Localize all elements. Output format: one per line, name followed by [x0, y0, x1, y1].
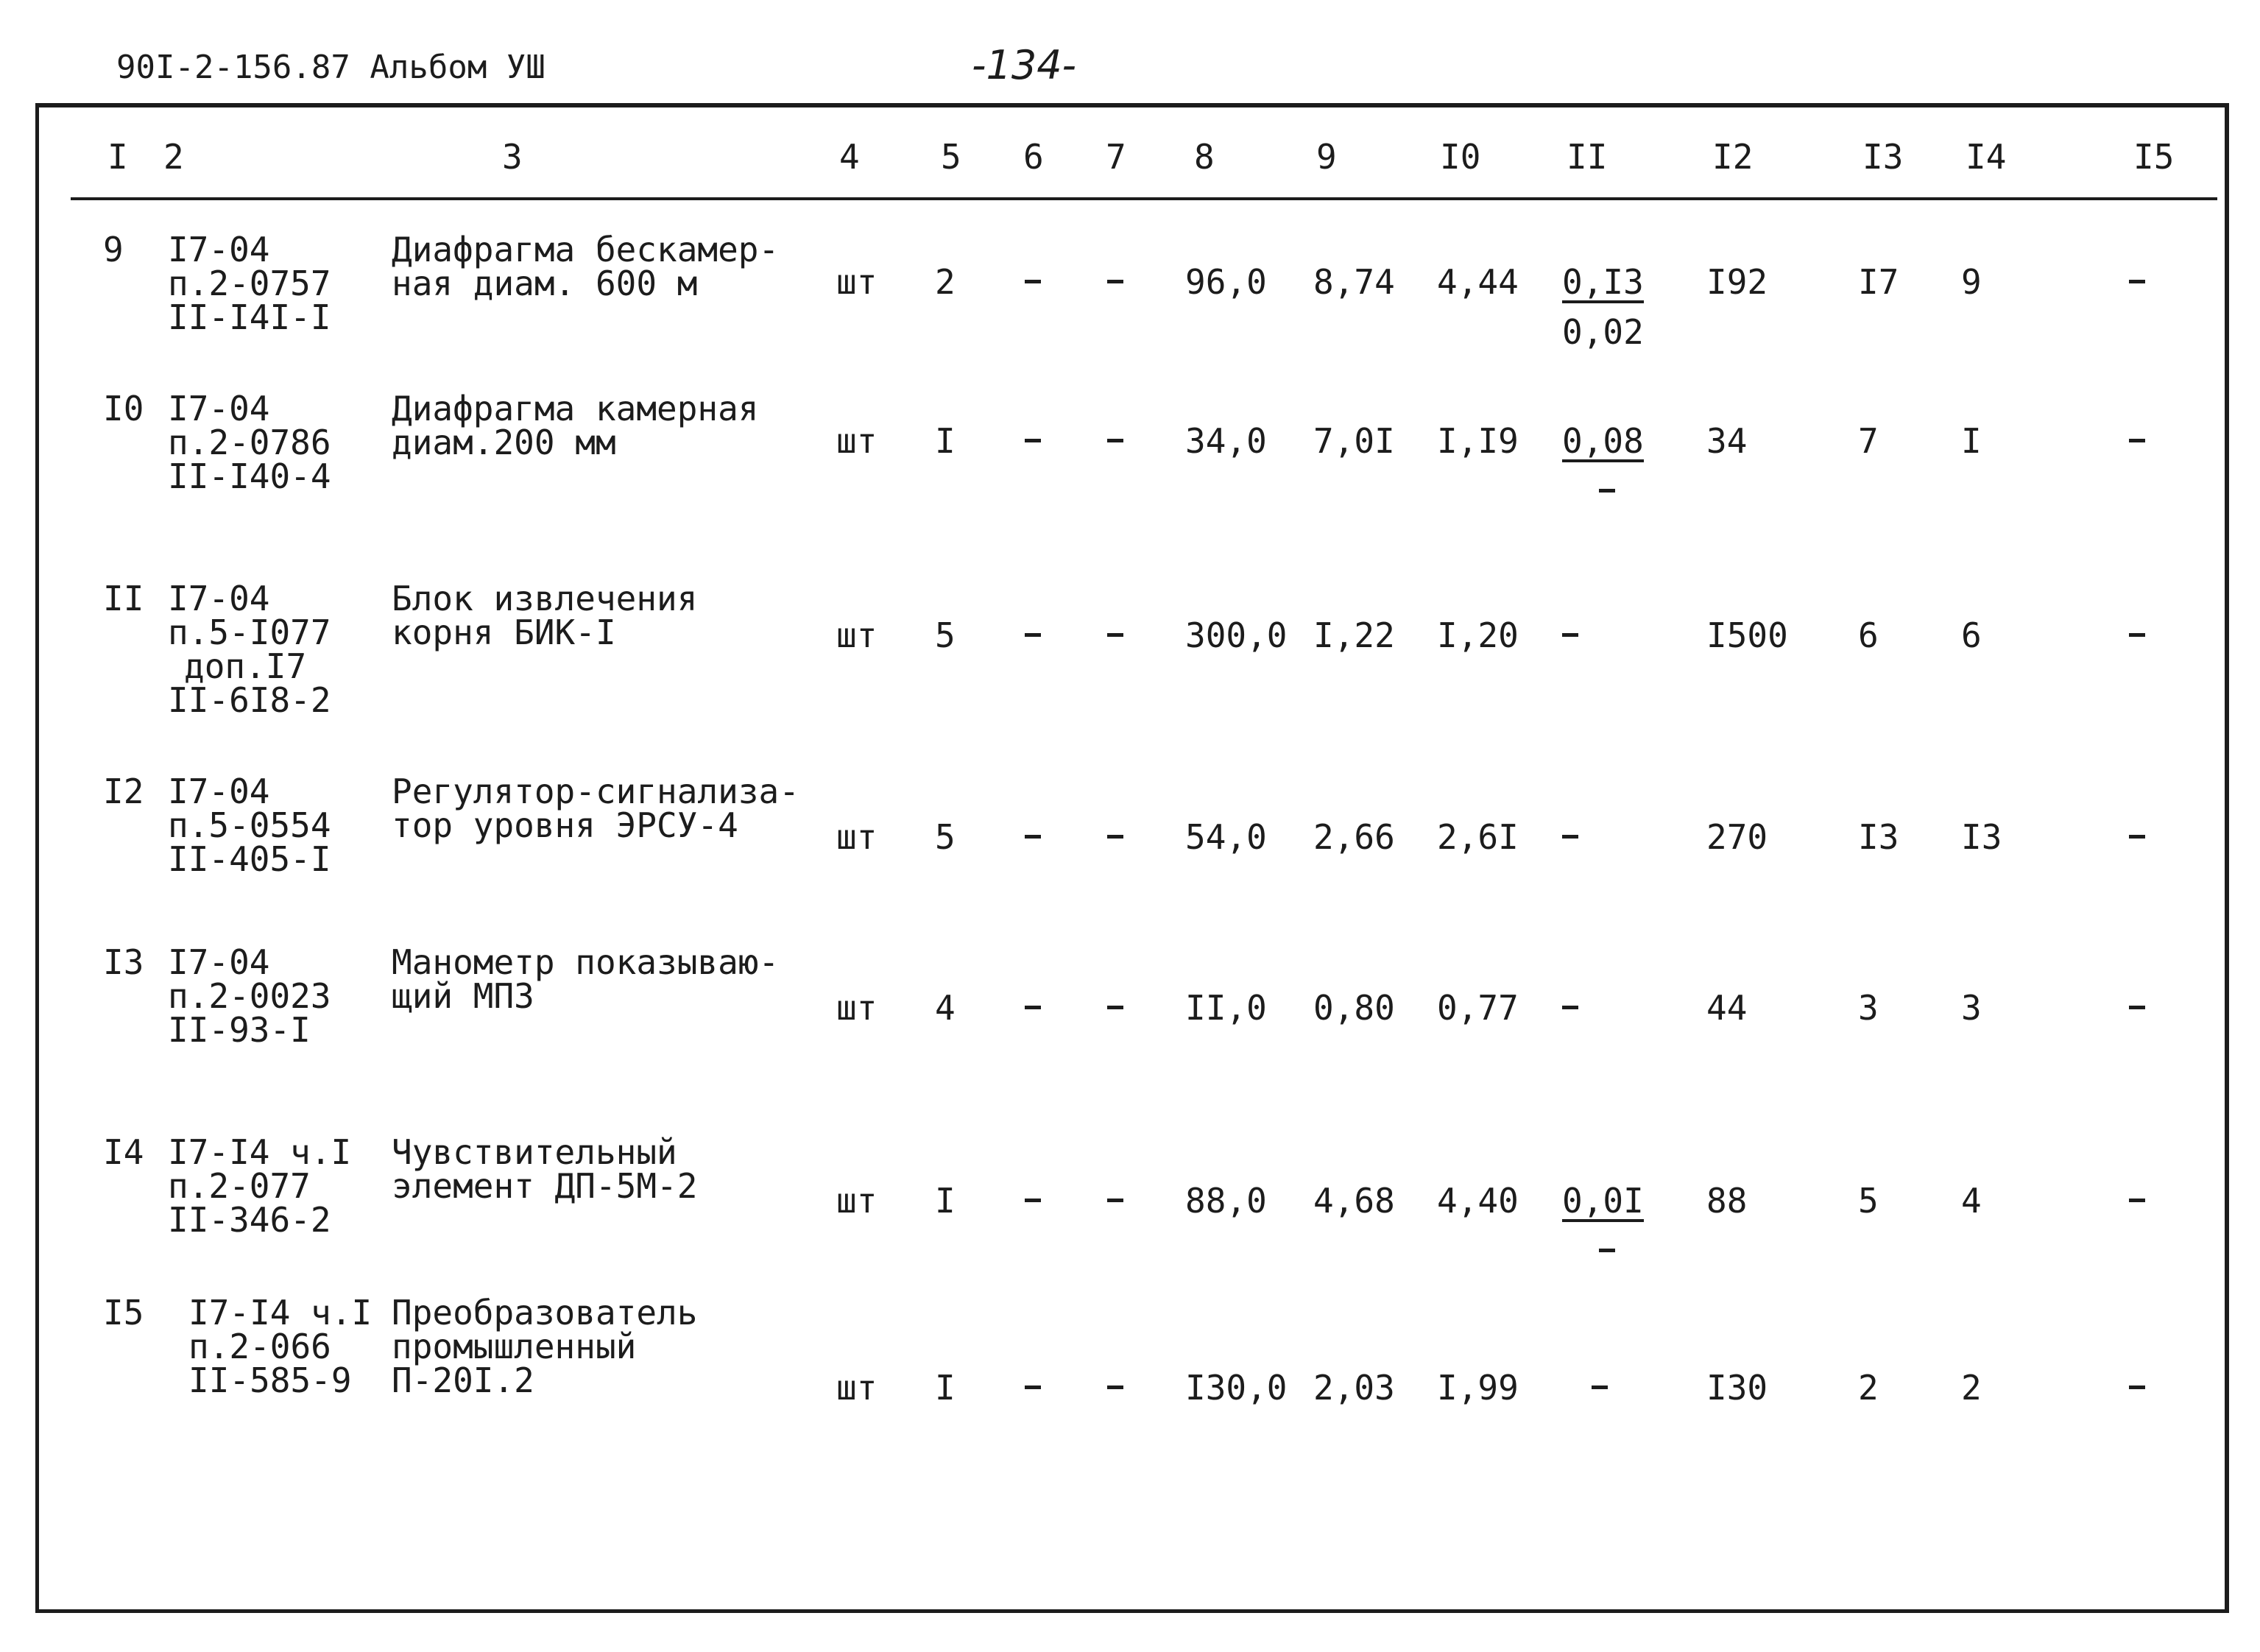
column-header-4: 4 — [839, 137, 860, 177]
col-15-cell-dash — [2129, 1199, 2145, 1202]
col-8-cell: 54,0 — [1185, 817, 1267, 857]
column-header-15: I5 — [2133, 137, 2175, 177]
item-name-line: Манометр показываю- — [392, 942, 780, 982]
col-12-cell: 88 — [1706, 1181, 1748, 1221]
item-name-line: ная диам. 600 м — [392, 264, 698, 303]
col-11-bottom-cell-dash — [1599, 489, 1615, 493]
quantity-cell: I — [935, 1181, 956, 1221]
col-11-bottom-cell-dash — [1599, 1249, 1615, 1252]
col-11-cell-dash — [1562, 835, 1578, 839]
col-6-cell-dash — [1025, 1386, 1041, 1389]
item-name-line: корня БИК-I — [392, 613, 616, 652]
col-6-cell-dash — [1025, 1199, 1041, 1202]
item-name-line: тор уровня ЭРСУ-4 — [392, 805, 738, 845]
col-14-cell: I3 — [1961, 817, 2002, 857]
normative-code-line: II-I40-4 — [168, 456, 331, 496]
col-8-cell: 96,0 — [1185, 262, 1267, 302]
unit-cell: шт — [836, 421, 877, 461]
quantity-cell: I — [935, 421, 956, 461]
col-13-cell: 3 — [1858, 988, 1879, 1028]
normative-code-line: п.2-066 — [188, 1327, 331, 1366]
col-14-cell: 9 — [1961, 262, 1982, 302]
item-name-line: Преобразователь — [392, 1293, 698, 1332]
quantity-cell: 4 — [935, 988, 956, 1028]
unit-cell: шт — [836, 262, 877, 302]
col-14-cell: 3 — [1961, 988, 1982, 1028]
row-number: II — [103, 579, 144, 618]
column-header-9: 9 — [1316, 137, 1337, 177]
normative-code-line: I7-04 — [168, 389, 270, 428]
col-11-top-cell: 0,08 — [1562, 421, 1644, 461]
normative-code-line: II-405-I — [168, 839, 331, 879]
col-10-cell: I,I9 — [1437, 421, 1519, 461]
column-header-11: II — [1567, 137, 1608, 177]
item-name-line: Диафрагма камерная — [392, 389, 759, 428]
normative-code-line: I7-04 — [168, 772, 270, 811]
col-10-cell: I,99 — [1437, 1368, 1519, 1408]
column-header-6: 6 — [1023, 137, 1044, 177]
col-8-cell: 34,0 — [1185, 421, 1267, 461]
unit-cell: шт — [836, 817, 877, 857]
normative-code-line: п.2-0757 — [168, 264, 331, 303]
page-number: -134- — [972, 42, 1077, 88]
unit-cell: шт — [836, 615, 877, 655]
col-6-cell-dash — [1025, 439, 1041, 442]
row-number: I5 — [103, 1293, 144, 1332]
column-header-1: I — [107, 137, 128, 177]
col-6-cell-dash — [1025, 280, 1041, 283]
item-name-line: Блок извлечения — [392, 579, 698, 618]
col-7-cell-dash — [1107, 835, 1123, 839]
normative-code-line: I7-04 — [168, 579, 270, 618]
quantity-cell: 5 — [935, 817, 956, 857]
col-15-cell-dash — [2129, 1006, 2145, 1009]
col-11-bottom-cell: 0,02 — [1562, 312, 1644, 352]
item-name-line: Регулятор-сигнализа- — [392, 772, 799, 811]
quantity-cell: I — [935, 1368, 956, 1408]
item-name-line: щий МПЗ — [392, 976, 534, 1016]
normative-code-line: I7-I4 ч.I — [188, 1293, 372, 1332]
col-12-cell: I500 — [1706, 615, 1788, 655]
row-number: I0 — [103, 389, 144, 428]
col-9-cell: 4,68 — [1313, 1181, 1395, 1221]
col-12-cell: 44 — [1706, 988, 1748, 1028]
col-10-cell: I,20 — [1437, 615, 1519, 655]
normative-code-line: II-I4I-I — [168, 297, 331, 337]
col-14-cell: 4 — [1961, 1181, 1982, 1221]
quantity-cell: 5 — [935, 615, 956, 655]
col-8-cell: 300,0 — [1185, 615, 1288, 655]
col-7-cell-dash — [1107, 1199, 1123, 1202]
col-14-cell: 6 — [1961, 615, 1982, 655]
col-9-cell: 7,0I — [1313, 421, 1395, 461]
col-14-cell: 2 — [1961, 1368, 1982, 1408]
item-name-line: диам.200 мм — [392, 423, 616, 462]
col-11-top-cell: 0,0I — [1562, 1181, 1644, 1221]
col-12-cell: I92 — [1706, 262, 1768, 302]
normative-code-line: II-346-2 — [168, 1200, 331, 1240]
col-13-cell: I3 — [1858, 817, 1899, 857]
col-13-cell: 2 — [1858, 1368, 1879, 1408]
col-14-cell: I — [1961, 421, 1982, 461]
header-rule — [71, 197, 2217, 200]
col-6-cell-dash — [1025, 633, 1041, 637]
column-header-10: I0 — [1440, 137, 1481, 177]
col-11-top-cell: 0,I3 — [1562, 262, 1644, 302]
normative-code-line: п.2-0786 — [168, 423, 331, 462]
normative-code-line: п.5-I077 — [168, 613, 331, 652]
unit-cell: шт — [836, 988, 877, 1028]
col-9-cell: 2,03 — [1313, 1368, 1395, 1408]
column-header-3: 3 — [502, 137, 523, 177]
col-9-cell: I,22 — [1313, 615, 1395, 655]
normative-code-line: I7-I4 ч.I — [168, 1132, 352, 1172]
col-9-cell: 8,74 — [1313, 262, 1395, 302]
col-8-cell: I30,0 — [1185, 1368, 1288, 1408]
col-13-cell: 7 — [1858, 421, 1879, 461]
col-13-cell: 6 — [1858, 615, 1879, 655]
col-7-cell-dash — [1107, 1006, 1123, 1009]
col-13-cell: I7 — [1858, 262, 1899, 302]
column-header-8: 8 — [1194, 137, 1215, 177]
frame-left-rule — [35, 103, 39, 1612]
col-15-cell-dash — [2129, 439, 2145, 442]
frame-right-rule — [2225, 103, 2229, 1612]
row-number: I4 — [103, 1132, 144, 1172]
col-13-cell: 5 — [1858, 1181, 1879, 1221]
col-15-cell-dash — [2129, 280, 2145, 283]
normative-code-line: доп.I7 — [184, 646, 307, 686]
col-8-cell: 88,0 — [1185, 1181, 1267, 1221]
column-header-12: I2 — [1712, 137, 1754, 177]
quantity-cell: 2 — [935, 262, 956, 302]
normative-code-line: I7-04 — [168, 230, 270, 269]
col-7-cell-dash — [1107, 280, 1123, 283]
col-9-cell: 0,80 — [1313, 988, 1395, 1028]
col-9-cell: 2,66 — [1313, 817, 1395, 857]
col-7-cell-dash — [1107, 439, 1123, 442]
col-10-cell: 4,44 — [1437, 262, 1519, 302]
normative-code-line: I7-04 — [168, 942, 270, 982]
col-11-cell-dash — [1562, 633, 1578, 637]
unit-cell: шт — [836, 1368, 877, 1408]
col-7-cell-dash — [1107, 633, 1123, 637]
row-number: 9 — [103, 230, 124, 269]
col-11-cell-dash — [1592, 1386, 1608, 1389]
col-11-cell-dash — [1562, 1006, 1578, 1009]
normative-code-line: п.2-077 — [168, 1166, 311, 1206]
normative-code-line: п.5-0554 — [168, 805, 331, 845]
frame-bottom-rule — [35, 1609, 2229, 1613]
col-12-cell: 270 — [1706, 817, 1768, 857]
normative-code-line: II-93-I — [168, 1010, 311, 1050]
col-12-cell: I30 — [1706, 1368, 1768, 1408]
row-number: I2 — [103, 772, 144, 811]
item-name-line: Чувствительный — [392, 1132, 677, 1172]
column-header-5: 5 — [941, 137, 961, 177]
col-15-cell-dash — [2129, 1386, 2145, 1389]
col-7-cell-dash — [1107, 1386, 1123, 1389]
col-10-cell: 2,6I — [1437, 817, 1519, 857]
column-header-14: I4 — [1966, 137, 2007, 177]
item-name-line: элемент ДП-5М-2 — [392, 1166, 698, 1206]
document-code: 90I-2-156.87 Альбом УШ — [116, 49, 545, 86]
unit-cell: шт — [836, 1181, 877, 1221]
item-name-line: Диафрагма бескамер- — [392, 230, 780, 269]
normative-code-line: II-6I8-2 — [168, 680, 331, 720]
row-number: I3 — [103, 942, 144, 982]
col-10-cell: 4,40 — [1437, 1181, 1519, 1221]
col-6-cell-dash — [1025, 1006, 1041, 1009]
column-header-7: 7 — [1106, 137, 1126, 177]
frame-top-rule — [35, 103, 2229, 107]
item-name-line: промышленный — [392, 1327, 637, 1366]
col-8-cell: II,0 — [1185, 988, 1267, 1028]
col-6-cell-dash — [1025, 835, 1041, 839]
col-10-cell: 0,77 — [1437, 988, 1519, 1028]
col-12-cell: 34 — [1706, 421, 1748, 461]
column-header-13: I3 — [1862, 137, 1904, 177]
column-header-2: 2 — [163, 137, 184, 177]
normative-code-line: п.2-0023 — [168, 976, 331, 1016]
normative-code-line: II-585-9 — [188, 1360, 352, 1400]
col-15-cell-dash — [2129, 633, 2145, 637]
col-15-cell-dash — [2129, 835, 2145, 839]
item-name-line: П-20I.2 — [392, 1360, 534, 1400]
